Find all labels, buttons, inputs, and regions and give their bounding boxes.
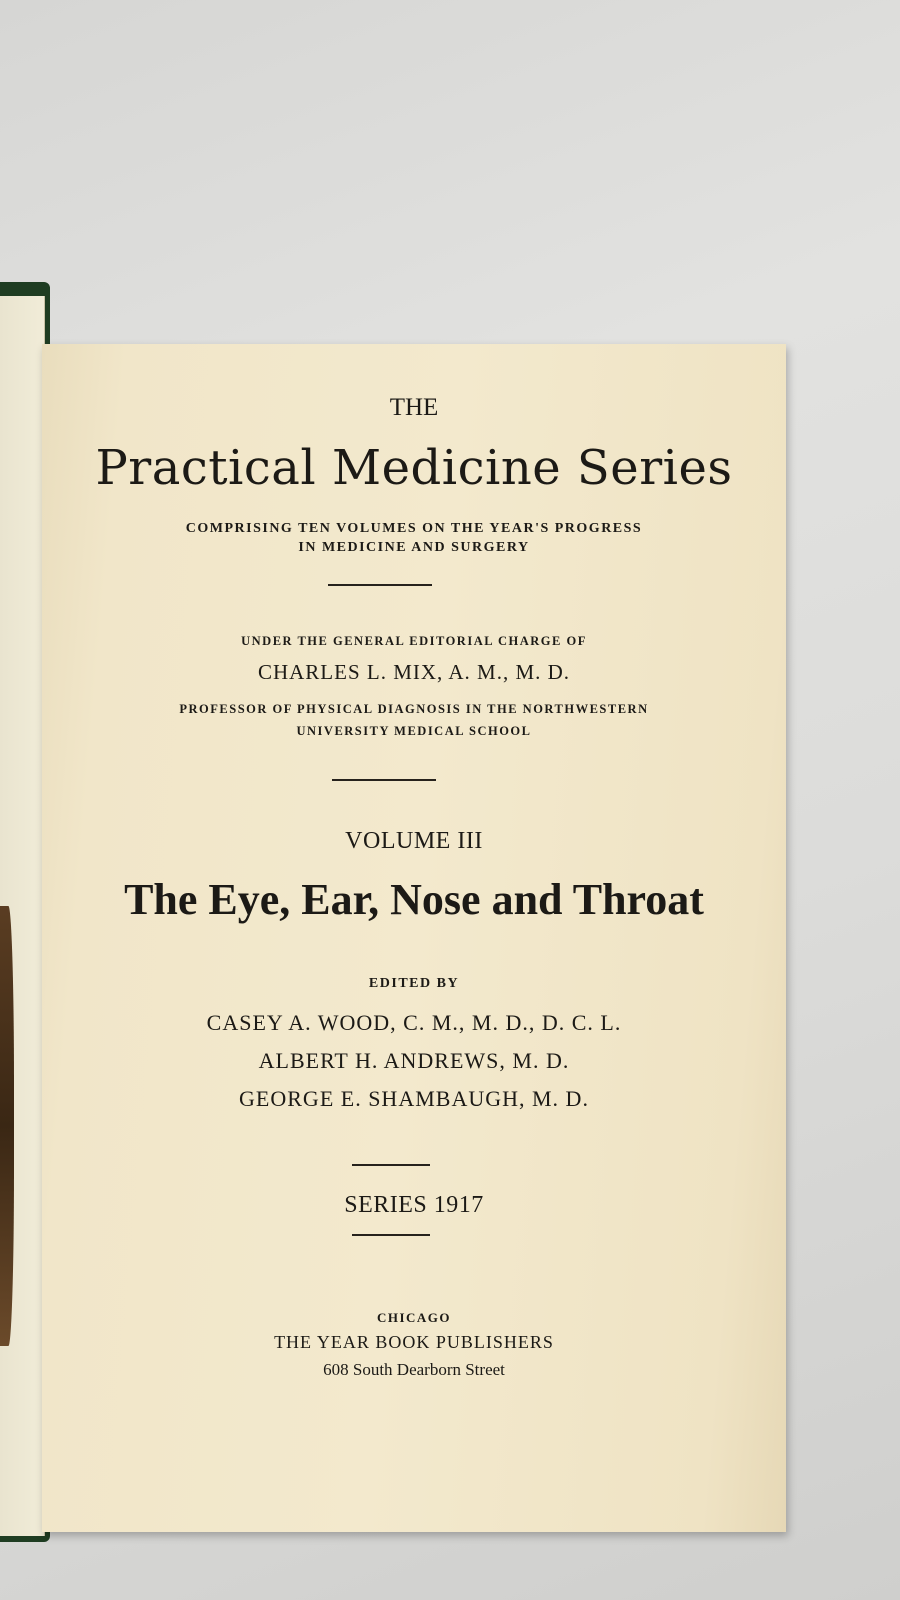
- general-editor-name: CHARLES L. MIX, A. M., M. D.: [257, 660, 571, 684]
- divider-rule: [328, 584, 432, 586]
- general-editor-affiliation: [42, 698, 786, 742]
- endpaper-illustration: [0, 906, 14, 1346]
- affiliation-line-2: UNIVERSITY MEDICAL SCHOOL: [296, 724, 532, 738]
- volume-number: VOLUME III: [345, 828, 483, 854]
- publisher-address: 608 South Dearborn Street: [323, 1360, 505, 1379]
- editor-name: CASEY A. WOOD, C. M., M. D., D. C. L.: [206, 1010, 622, 1035]
- volume-title: The Eye, Ear, Nose and Throat: [124, 875, 704, 924]
- editor-name: GEORGE E. SHAMBAUGH, M. D.: [239, 1086, 589, 1111]
- editorial-charge-label: UNDER THE GENERAL EDITORIAL CHARGE OF: [241, 634, 587, 648]
- series-title: Practical Medicine Series: [95, 440, 733, 496]
- divider-rule: [352, 1234, 430, 1236]
- series-description-line-1: COMPRISING TEN VOLUMES ON THE YEAR'S PROGRESS: [185, 521, 643, 536]
- series-description: [42, 519, 786, 557]
- affiliation-line-1: PROFESSOR OF PHYSICAL DIAGNOSIS IN THE NORTHWESTERN: [179, 702, 649, 716]
- edited-by-label: EDITED BY: [368, 976, 460, 991]
- title-the: THE: [389, 394, 439, 421]
- title-page: [42, 344, 786, 1532]
- endpaper: [0, 296, 45, 1536]
- divider-rule: [332, 779, 436, 781]
- editor-name: ALBERT H. ANDREWS, M. D.: [258, 1048, 570, 1073]
- publisher-city: CHICAGO: [376, 1310, 452, 1325]
- divider-rule: [352, 1164, 430, 1166]
- series-year: SERIES 1917: [344, 1192, 484, 1218]
- publisher-name: THE YEAR BOOK PUBLISHERS: [274, 1332, 554, 1352]
- series-description-line-2: IN MEDICINE AND SURGERY: [298, 540, 530, 555]
